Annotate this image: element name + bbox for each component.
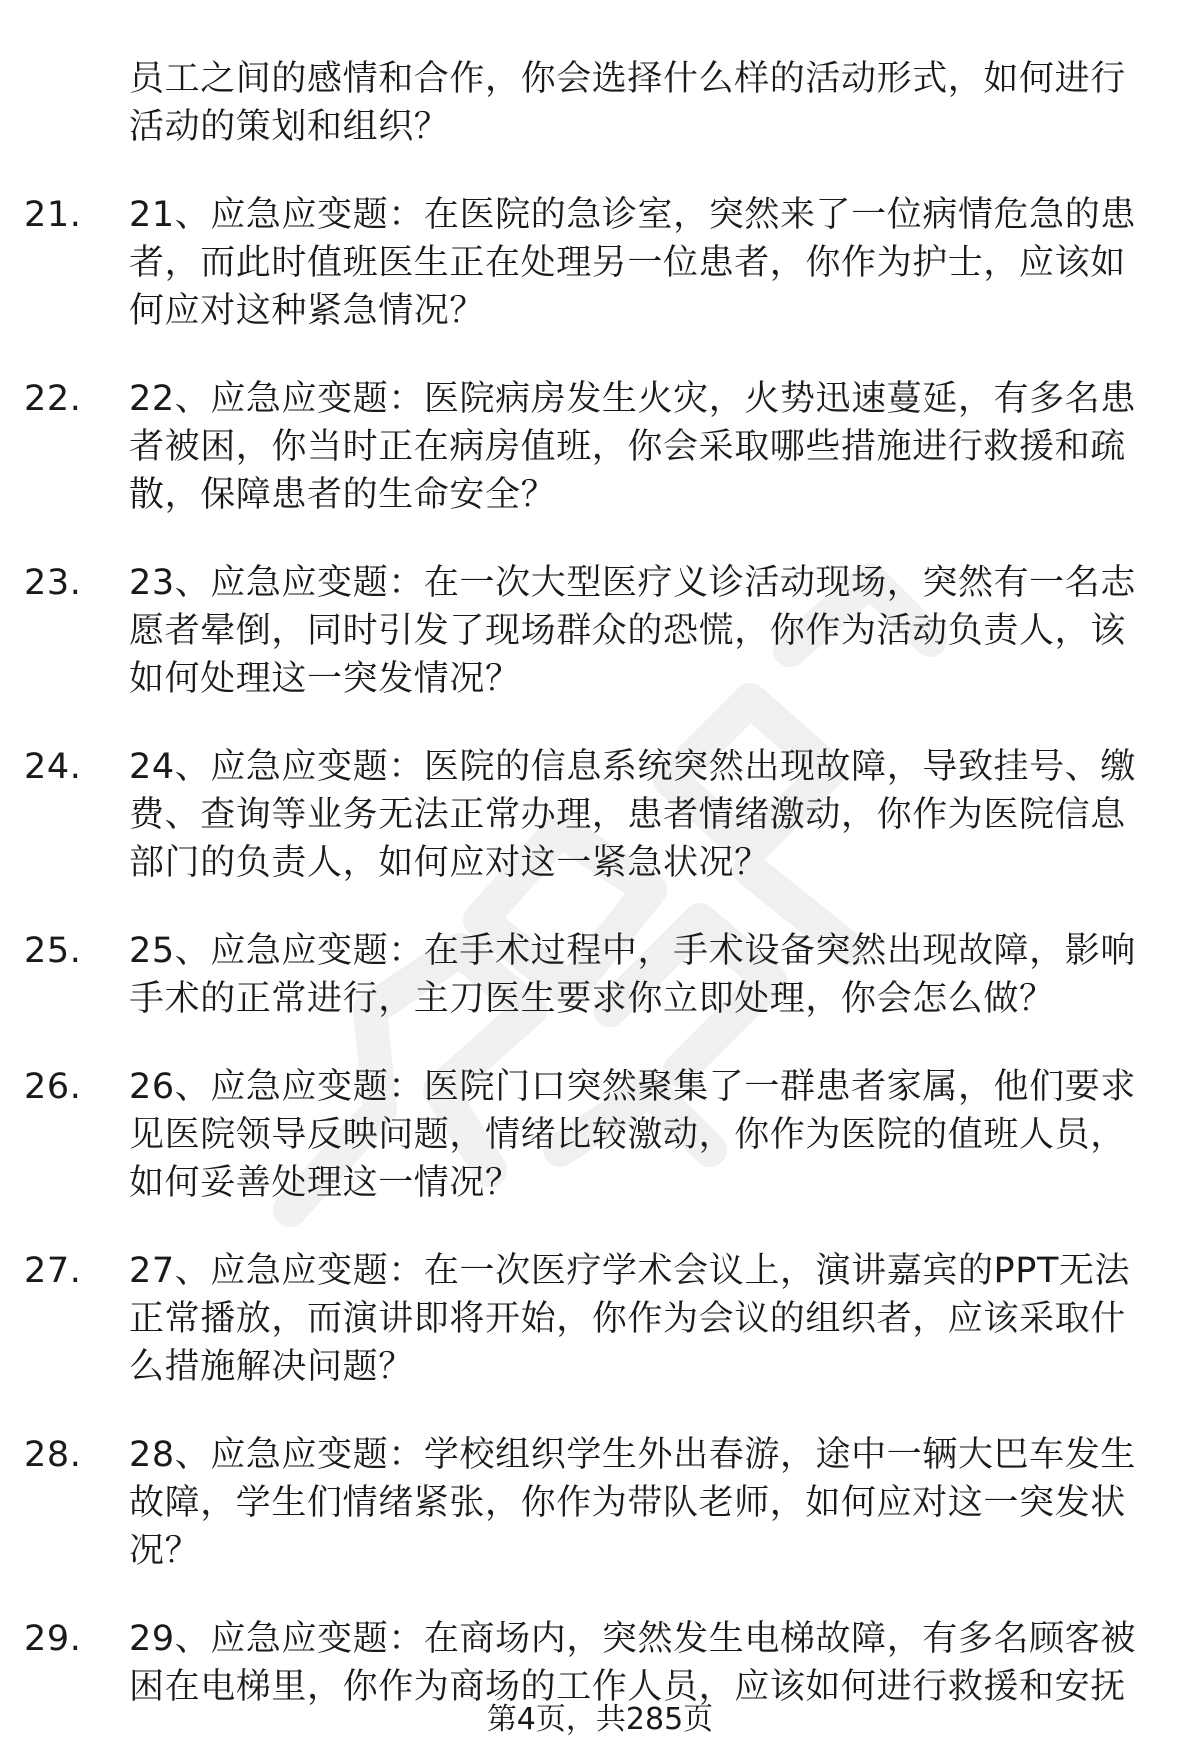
- item-text: 25、应急应变题：在手术过程中，手术设备突然出现故障，影响手术的正常进行，主刀医生要求你立即处理，你会怎么做？: [129, 931, 1136, 1019]
- list-item: [0, 1063, 1200, 1207]
- item-number: 28.: [24, 1435, 82, 1475]
- list-item: [0, 559, 1200, 703]
- question-list: [0, 55, 1200, 1751]
- list-item: [0, 375, 1200, 519]
- item-number: 29.: [24, 1619, 82, 1659]
- list-item: [0, 1247, 1200, 1391]
- list-item: [0, 743, 1200, 887]
- list-item: [0, 1431, 1200, 1575]
- item-text: 23、应急应变题：在一次大型医疗义诊活动现场，突然有一名志愿者晕倒，同时引发了现场群众的恐慌，你作为活动负责人，该如何处理这一突发情况？: [129, 563, 1136, 699]
- item-text: 22、应急应变题：医院病房发生火灾，火势迅速蔓延，有多名患者被困，你当时正在病房值班，你会采取哪些措施进行救援和疏散，保障患者的生命安全？: [129, 379, 1136, 515]
- item-number: 22.: [24, 379, 82, 419]
- item-number: 23.: [24, 563, 82, 603]
- item-text: 24、应急应变题：医院的信息系统突然出现故障，导致挂号、缴费、查询等业务无法正常办理，患者情绪激动，你作为医院信息部门的负责人，如何应对这一紧急状况？: [129, 747, 1136, 883]
- item-text: 21、应急应变题：在医院的急诊室，突然来了一位病情危急的患者，而此时值班医生正在处理另一位患者，你作为护士，应该如何应对这种紧急情况？: [129, 195, 1136, 331]
- item-number: 24.: [24, 747, 82, 787]
- item-text: 27、应急应变题：在一次医疗学术会议上，演讲嘉宾的PPT无法正常播放，而演讲即将开始，你作为会议的组织者，应该采取什么措施解决问题？: [129, 1251, 1131, 1387]
- list-item: [0, 1615, 1200, 1711]
- item-text: 28、应急应变题：学校组织学生外出春游，途中一辆大巴车发生故障，学生们情绪紧张，你作为带队老师，如何应对这一突发状况？: [129, 1435, 1136, 1571]
- page-footer: 第4页，共285页: [486, 1702, 714, 1737]
- item-number: 27.: [24, 1251, 82, 1291]
- list-item: [0, 927, 1200, 1023]
- item-number: 21.: [24, 195, 82, 235]
- item-number: 26.: [24, 1067, 82, 1107]
- continued-question-text: 员工之间的感情和合作，你会选择什么样的活动形式，如何进行活动的策划和组织？: [129, 59, 1126, 147]
- item-text: 26、应急应变题：医院门口突然聚集了一群患者家属，他们要求见医院领导反映问题，情绪比较激动，你作为医院的值班人员，如何妥善处理这一情况？: [129, 1067, 1136, 1203]
- item-text: 29、应急应变题：在商场内，突然发生电梯故障，有多名顾客被困在电梯里，你作为商场的工作人员，应该如何进行救援和安抚: [129, 1619, 1136, 1707]
- list-item: [0, 191, 1200, 335]
- item-number: 25.: [24, 931, 82, 971]
